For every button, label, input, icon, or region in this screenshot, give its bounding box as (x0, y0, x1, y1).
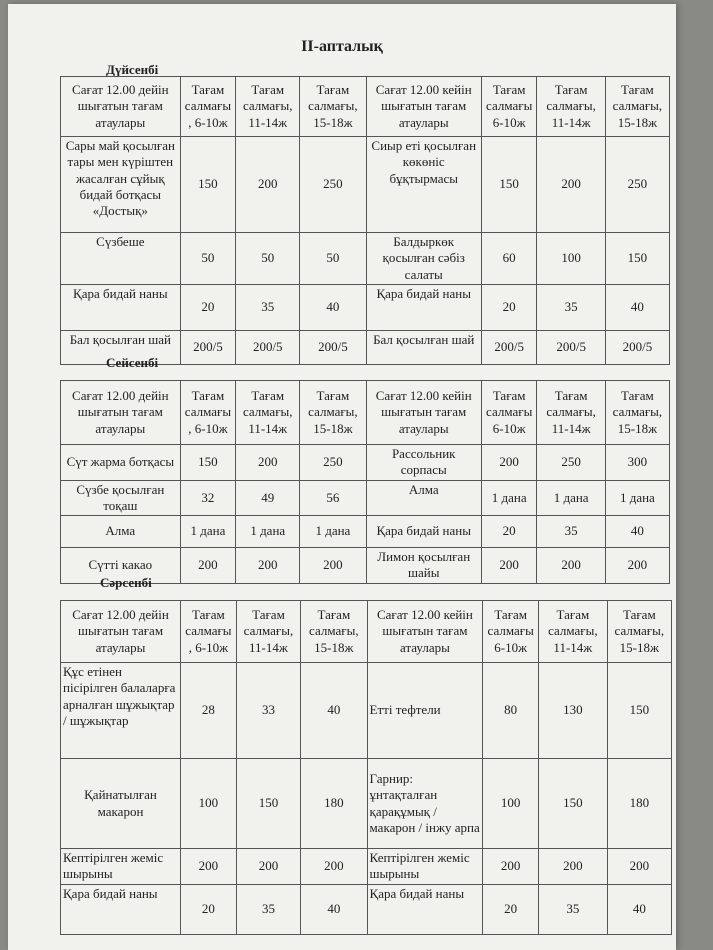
portion-cell: 49 (236, 480, 300, 516)
portion-cell: 35 (236, 284, 300, 330)
dish-name-cell: Қара бидай наны (61, 284, 181, 330)
portion-cell: 200 (300, 548, 366, 584)
portion-cell: 200/5 (236, 330, 300, 364)
portion-cell: 20 (481, 284, 537, 330)
table-row (61, 480, 670, 516)
table-row (61, 284, 670, 330)
header-cell: Тағам салмағы, 15-18ж (607, 601, 671, 663)
portion-cell: 200 (605, 548, 669, 584)
table-header-row (61, 601, 672, 663)
table-row (61, 233, 670, 285)
portion-cell: 1 дана (236, 516, 300, 548)
dish-name-cell: Сары май қосылған тары мен күріштен жасалған сұйық бидай ботқасы «Достық» (61, 137, 181, 233)
portion-cell: 200 (301, 849, 367, 885)
table-row (61, 759, 672, 849)
dish-name-cell: Алма (61, 516, 181, 548)
day-heading-monday: Дүйсенбі (106, 62, 159, 77)
dish-name-cell: Кептірілген жеміс шырыны (61, 849, 181, 885)
portion-cell: 250 (605, 137, 669, 233)
header-cell: Тағам салмағы 6-10ж (483, 601, 539, 663)
portion-cell: 100 (483, 759, 539, 849)
portion-cell: 1 дана (537, 480, 605, 516)
portion-cell: 32 (180, 480, 236, 516)
portion-cell: 200/5 (180, 330, 236, 364)
menu-table-wednesday (60, 600, 672, 935)
dish-name-cell: Лимон қосылған шайы (366, 548, 481, 584)
header-cell: Тағам салмағы, 15-18ж (300, 77, 366, 137)
dish-name-cell: Сүзбе қосылған тоқаш (61, 480, 181, 516)
header-cell: Тағам салмағы, 11-14ж (537, 381, 605, 445)
portion-cell: 50 (180, 233, 236, 285)
portion-cell: 200 (607, 849, 671, 885)
portion-cell: 150 (236, 759, 300, 849)
portion-cell: 200 (236, 137, 300, 233)
portion-cell: 200 (539, 849, 608, 885)
dish-name-cell: Қара бидай наны (366, 284, 481, 330)
portion-cell: 200 (236, 849, 300, 885)
portion-cell: 1 дана (180, 516, 236, 548)
table-row (61, 849, 672, 885)
dish-name-cell: Бал қосылған шай (61, 330, 181, 364)
portion-cell: 35 (537, 284, 605, 330)
dish-name-cell: Сиыр еті қосылған көкөніс бұқтырмасы (366, 137, 481, 233)
header-cell: Тағам салмағы, 11-14ж (236, 77, 300, 137)
portion-cell: 20 (481, 516, 537, 548)
portion-cell: 150 (539, 759, 608, 849)
portion-cell: 300 (605, 445, 669, 481)
portion-cell: 200 (481, 548, 537, 584)
portion-cell: 20 (180, 284, 236, 330)
portion-cell: 40 (300, 284, 366, 330)
portion-cell: 150 (180, 445, 236, 481)
header-cell: Сағат 12.00 дейін шығатын тағам атаулары (61, 77, 181, 137)
portion-cell: 150 (605, 233, 669, 285)
portion-cell: 40 (605, 516, 669, 548)
portion-cell: 100 (537, 233, 605, 285)
header-cell: Тағам салмағы 6-10ж (481, 381, 537, 445)
portion-cell: 200 (181, 849, 237, 885)
dish-name-cell: Етті тефтели (367, 663, 483, 759)
portion-cell: 60 (481, 233, 537, 285)
portion-cell: 200 (537, 137, 605, 233)
portion-cell: 20 (181, 884, 237, 934)
header-cell: Сағат 12.00 кейін шығатын тағам атаулары (366, 381, 481, 445)
header-cell: Сағат 12.00 кейін шығатын тағам атаулары (367, 601, 483, 663)
portion-cell: 130 (539, 663, 608, 759)
header-cell: Тағам салмағы, 11-14ж (236, 601, 300, 663)
portion-cell: 35 (537, 516, 605, 548)
dish-name-cell: Гарнир: ұнтақталған қарақұмық / макарон / інжу арпа (367, 759, 483, 849)
portion-cell: 200 (481, 445, 537, 481)
header-cell: Тағам салмағы, 11-14ж (537, 77, 605, 137)
header-cell: Сағат 12.00 кейін шығатын тағам атаулары (366, 77, 481, 137)
dish-name-cell: Балдыркөк қосылған сәбіз салаты (366, 233, 481, 285)
header-cell: Тағам салмағы, 15-18ж (605, 77, 669, 137)
header-cell: Тағам салмағы , 6-10ж (180, 77, 236, 137)
table-row (61, 137, 670, 233)
dish-name-cell: Қара бидай наны (61, 884, 181, 934)
header-cell: Сағат 12.00 дейін шығатын тағам атаулары (61, 601, 181, 663)
table-header-row (61, 77, 670, 137)
portion-cell: 200/5 (300, 330, 366, 364)
portion-cell: 35 (236, 884, 300, 934)
portion-cell: 150 (180, 137, 236, 233)
portion-cell: 200/5 (537, 330, 605, 364)
portion-cell: 40 (301, 663, 367, 759)
portion-cell: 40 (605, 284, 669, 330)
portion-cell: 56 (300, 480, 366, 516)
dish-name-cell: Рассольник сорпасы (366, 445, 481, 481)
table-row (61, 445, 670, 481)
portion-cell: 100 (181, 759, 237, 849)
portion-cell: 250 (300, 445, 366, 481)
portion-cell: 200/5 (605, 330, 669, 364)
dish-name-cell: Құс етінен пісірілген балаларға арналған шұжықтар / шұжықтар (61, 663, 181, 759)
portion-cell: 150 (481, 137, 537, 233)
dish-name-cell: Кептірілген жеміс шырыны (367, 849, 483, 885)
portion-cell: 1 дана (605, 480, 669, 516)
portion-cell: 33 (236, 663, 300, 759)
portion-cell: 20 (483, 884, 539, 934)
portion-cell: 180 (607, 759, 671, 849)
portion-cell: 200 (236, 548, 300, 584)
header-cell: Тағам салмағы 6-10ж (481, 77, 537, 137)
portion-cell: 250 (537, 445, 605, 481)
portion-cell: 28 (181, 663, 237, 759)
header-cell: Сағат 12.00 дейін шығатын тағам атаулары (61, 381, 181, 445)
dish-name-cell: Сүзбеше (61, 233, 181, 285)
portion-cell: 200 (236, 445, 300, 481)
portion-cell: 200 (180, 548, 236, 584)
header-cell: Тағам салмағы, 15-18ж (301, 601, 367, 663)
portion-cell: 50 (300, 233, 366, 285)
portion-cell: 200 (537, 548, 605, 584)
menu-table-monday (60, 76, 670, 365)
header-cell: Тағам салмағы, 11-14ж (539, 601, 608, 663)
page-title: II-апталық (301, 38, 383, 55)
dish-name-cell: Қара бидай наны (366, 516, 481, 548)
dish-name-cell: Қара бидай наны (367, 884, 483, 934)
portion-cell: 250 (300, 137, 366, 233)
portion-cell: 1 дана (481, 480, 537, 516)
portion-cell: 35 (539, 884, 608, 934)
portion-cell: 200 (483, 849, 539, 885)
portion-cell: 40 (301, 884, 367, 934)
day-heading-tuesday: Сейсенбі (106, 355, 159, 370)
portion-cell: 40 (607, 884, 671, 934)
portion-cell: 1 дана (300, 516, 366, 548)
dish-name-cell: Қайнатылған макарон (61, 759, 181, 849)
header-cell: Тағам салмағы , 6-10ж (181, 601, 237, 663)
menu-page (8, 4, 676, 950)
header-cell: Тағам салмағы, 15-18ж (605, 381, 669, 445)
table-row (61, 884, 672, 934)
day-heading-wednesday: Сәрсенбі (100, 575, 152, 590)
table-header-row (61, 381, 670, 445)
dish-name-cell: Алма (366, 480, 481, 516)
portion-cell: 80 (483, 663, 539, 759)
table-row (61, 516, 670, 548)
table-row (61, 663, 672, 759)
portion-cell: 150 (607, 663, 671, 759)
header-cell: Тағам салмағы, 11-14ж (236, 381, 300, 445)
header-cell: Тағам салмағы , 6-10ж (180, 381, 236, 445)
portion-cell: 200/5 (481, 330, 537, 364)
portion-cell: 50 (236, 233, 300, 285)
dish-name-cell: Бал қосылған шай (366, 330, 481, 364)
header-cell: Тағам салмағы, 15-18ж (300, 381, 366, 445)
menu-table-tuesday (60, 380, 670, 584)
dish-name-cell: Сүтті какао (61, 548, 181, 584)
portion-cell: 180 (301, 759, 367, 849)
dish-name-cell: Сүт жарма ботқасы (61, 445, 181, 481)
